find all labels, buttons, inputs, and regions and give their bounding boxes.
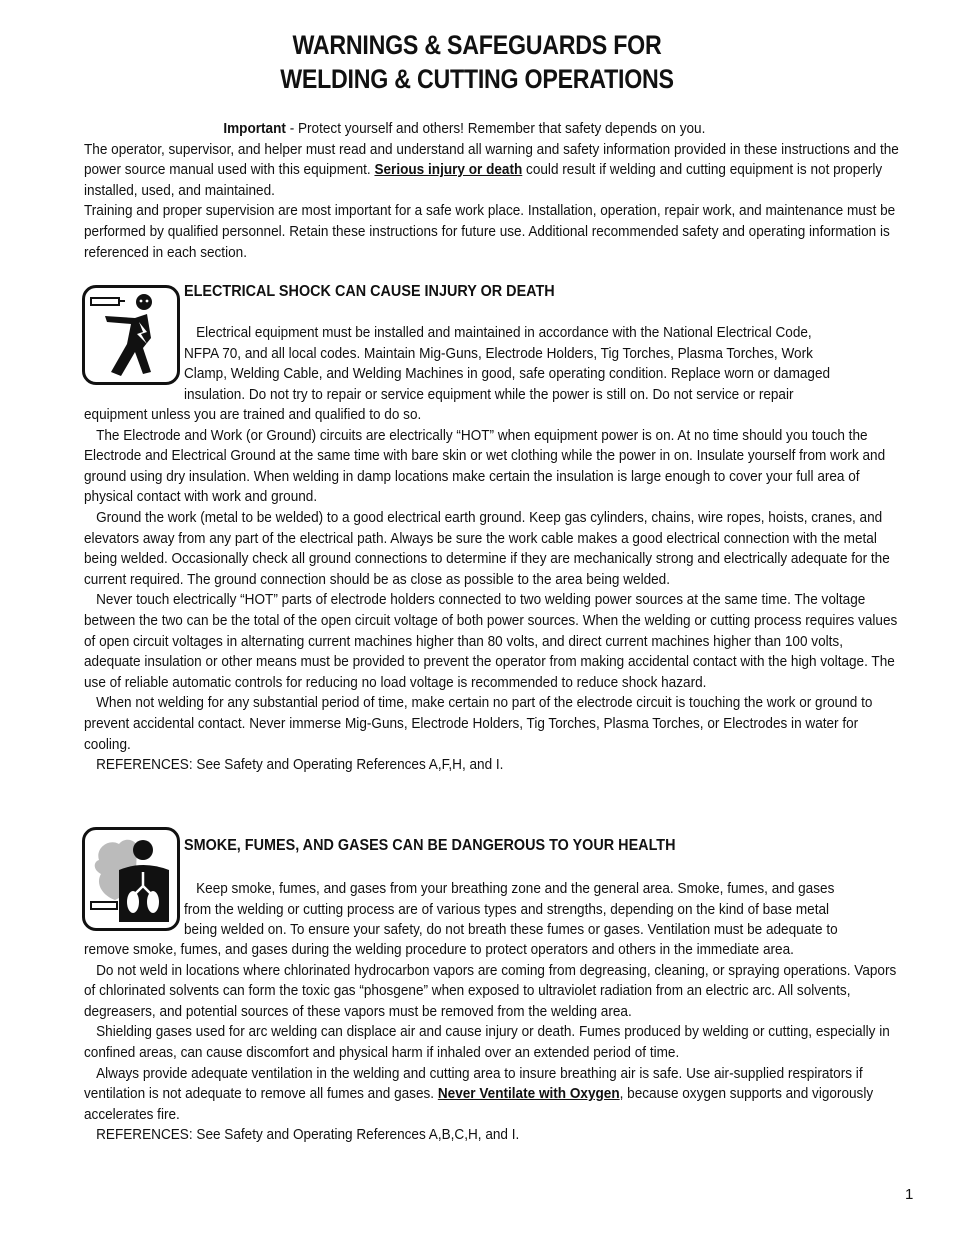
section2-paragraph-3: Shielding gases used for arc welding can displace air and cause injury or death. Fumes produced by welding or cutting, especially in confined areas, can cause discomfort and physical harm if inhaled over an extended period of time. xyxy=(84,1024,890,1061)
intro-p1-text-a: The operator, supervisor, and helper must read and understand all warning and safety information provided in these instructions and the power source manual used with this equipment. xyxy=(84,141,899,179)
important-text: - Protect yourself and others! Remember that safety depends on you. xyxy=(285,121,706,137)
page-number: 1 xyxy=(905,1186,914,1203)
intro-p1-text-b: could result if welding and cutting equipment is not properly installed, used, and maintained. xyxy=(84,162,883,199)
section2-line: from the welding or cutting process are of various types and strengths, depending on the kind of base metal xyxy=(184,901,830,918)
page-title xyxy=(67,28,887,96)
section1-paragraph-3: Ground the work (metal to be welded) to a good electrical earth ground. Keep gas cylinders, chains, wire ropes, hoists, cranes, and elevators away from any part of the electrical path. Always be sure the work cable makes a good electrical connection with the metal being welded. Occasionally check all ground connections to determine if they are mechanically strong and electrically adequate for the current required. The ground connection should be as close as possible to the area being welded. xyxy=(84,509,890,588)
section2-p4-text-b: , because oxygen supports and vigorously accelerates fire. xyxy=(84,1086,874,1123)
section1-line: Clamp, Welding Cable, and Welding Machines in good, safe operating condition. Replace worn or damaged xyxy=(184,366,831,383)
intro-paragraph-2: Training and proper supervision are most important for a safe work place. Installation, operation, repair work, and maintenance must be performed by qualified personnel. Retain these instructions for future use. Additional recommended safety and operating information is referenced in each section. xyxy=(84,203,896,261)
section2-references: REFERENCES: See Safety and Operating References A,B,C,H, and I. xyxy=(96,1127,520,1144)
title-line-1: WARNINGS & SAFEGUARDS FOR xyxy=(292,30,662,60)
electrical-shock-icon xyxy=(82,285,180,385)
serious-injury-emphasis: Serious injury or death xyxy=(374,162,523,179)
section2-line: Keep smoke, fumes, and gases from your breathing zone and the general area. Smoke, fumes, and gases xyxy=(196,881,835,897)
section2-p1-continuation: remove smoke, fumes, and gases during the welding procedure to protect operators and others in the immediate area. xyxy=(84,942,794,958)
important-line xyxy=(84,119,901,140)
section1-references: REFERENCES: See Safety and Operating References A,F,H, and I. xyxy=(96,757,504,774)
fumes-breathing-icon xyxy=(82,827,180,931)
section2-paragraph-4 xyxy=(84,1064,901,1126)
section2-line: being welded on. To ensure your safety, do not breath these fumes or gases. Ventilation must be adequate to xyxy=(184,922,838,939)
section2-body xyxy=(84,940,901,1146)
intro-paragraph-1 xyxy=(84,140,901,202)
section1-line: Electrical equipment must be installed and maintained in accordance with the National Electrical Code, xyxy=(196,325,812,341)
never-ventilate-emphasis: Never Ventilate with Oxygen xyxy=(437,1086,620,1103)
section2-paragraph-2: Do not weld in locations where chlorinated hydrocarbon vapors are coming from degreasing, cleaning, or spraying operations. Vapors of chlorinated solvents can form the toxic gas “phosgene” when exposed to ultraviolet radiation from an electric arc. All solvents, degreasers, and potential sources of these vapors must be removed from the welding area. xyxy=(84,962,897,1020)
section1-paragraph-5: When not welding for any substantial period of time, make certain no part of the electrode circuit is touching the work or ground to prevent accidental contact. Never immerse Mig-Guns, Electrode Holders, Tig Torches, Plasma Torches, or Electrodes in water for cooling. xyxy=(84,695,873,753)
section1-p1-continuation: equipment unless you are trained and qualified to do so. xyxy=(84,407,422,423)
section1-line: NFPA 70, and all local codes. Maintain Mig-Guns, Electrode Holders, Tig Torches, Plasma Torches, Work xyxy=(184,345,813,362)
section1-paragraph-2: The Electrode and Work (or Ground) circuits are electrically “HOT” when equipment power is on. At no time should you touch the Electrode and Electrical Ground at the same time with bare skin or wet clothing while the power in on. Insulate yourself from work and ground using dry insulation. When welding in damp locations make certain the insulation is large enough to cover your full area of physical contact with work and ground. xyxy=(84,427,886,506)
section-heading-fumes: SMOKE, FUMES, AND GASES CAN BE DANGEROUS TO YOUR HEALTH xyxy=(184,837,676,854)
section1-line: insulation. Do not try to repair or service equipment while the power is still on. Do not service or repair xyxy=(184,386,794,403)
section2-wrapped-text xyxy=(184,879,919,941)
section-heading-electrical: ELECTRICAL SHOCK CAN CAUSE INJURY OR DEATH xyxy=(184,283,555,300)
section2-p4-text-a: Always provide adequate ventilation in the welding and cutting area to insure breathing air is safe. Use air-supplied respirators if ventilation is not adequate to remove all fumes and gases. xyxy=(84,1065,863,1103)
section1-body xyxy=(84,405,901,776)
important-label: Important xyxy=(223,121,286,137)
intro-block xyxy=(84,119,901,263)
section1-wrapped-text xyxy=(184,323,919,405)
section1-paragraph-4: Never touch electrically “HOT” parts of electrode holders connected to two welding power sources at the same time. The voltage between the two can be the total of the open circuit voltage of both power sources. When the welding or cutting process requires values of open circuit voltages in alternating current machines higher than 80 volts, and direct current machines higher than 100 volts, adequate insulation or other means must be provided to prevent the operator from making accidental contact with the high voltage. The use of reliable automatic controls for reducing no load voltage is recommended to reduce shock hazard. xyxy=(84,592,898,691)
title-line-2: WELDING & CUTTING OPERATIONS xyxy=(280,64,674,94)
